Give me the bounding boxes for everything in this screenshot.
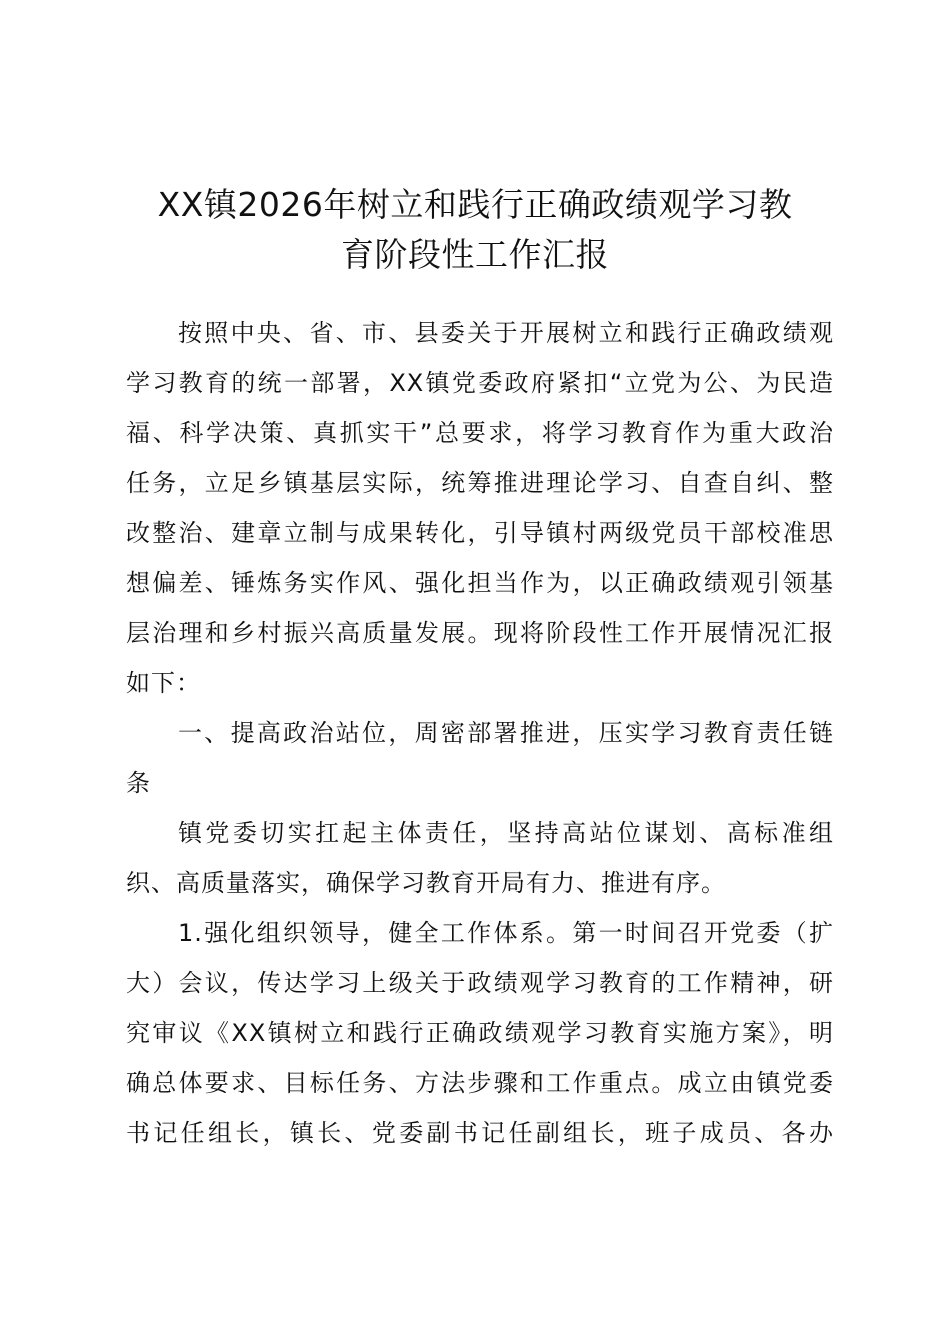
heading-line: 一、提高政治站位，周密部署推进，压实学习教育责任链 [178,719,834,747]
heading-line: 条 [126,769,151,797]
paragraph-item-1 [126,908,834,1158]
document-body [126,308,834,1158]
title-line: 育阶段性工作汇报 [341,235,609,274]
paragraph-line: 学习教育的统一部署，XX镇党委政府紧扣“立党为公、为民造 [126,369,834,397]
paragraph-line: 如下： [126,669,201,697]
section-heading-1 [126,708,834,808]
paragraph-line: 大）会议，传达学习上级关于政绩观学习教育的工作精神，研 [126,969,834,997]
paragraph-line: 想偏差、锤炼务实作风、强化担当作为，以正确政绩观引领基 [126,569,834,597]
paragraph-line: 究审议《XX镇树立和践行正确政绩观学习教育实施方案》，明 [126,1019,834,1047]
paragraph-section-1-intro [126,808,834,908]
paragraph-line: 1.强化组织领导，健全工作体系。第一时间召开党委（扩 [178,919,834,947]
paragraph-line: 镇党委切实扛起主体责任，坚持高站位谋划、高标准组 [178,819,834,847]
title-line: XX镇2026年树立和践行正确政绩观学习教 [157,185,793,224]
paragraph-line: 福、科学决策、真抓实干”总要求，将学习教育作为重大政治 [126,419,834,447]
paragraph-line: 按照中央、省、市、县委关于开展树立和践行正确政绩观 [178,319,834,347]
document-title [110,180,840,280]
paragraph-line: 织、高质量落实，确保学习教育开局有力、推进有序。 [126,869,726,897]
paragraph-line: 确总体要求、目标任务、方法步骤和工作重点。成立由镇党委 [126,1069,834,1097]
paragraph-line: 改整治、建章立制与成果转化，引导镇村两级党员干部校准思 [126,519,834,547]
paragraph-line: 任务，立足乡镇基层实际，统筹推进理论学习、自查自纠、整 [126,469,834,497]
paragraph-line: 书记任组长，镇长、党委副书记任副组长，班子成员、各办 [126,1119,834,1147]
paragraph-intro [126,308,834,708]
paragraph-line: 层治理和乡村振兴高质量发展。现将阶段性工作开展情况汇报 [126,619,834,647]
